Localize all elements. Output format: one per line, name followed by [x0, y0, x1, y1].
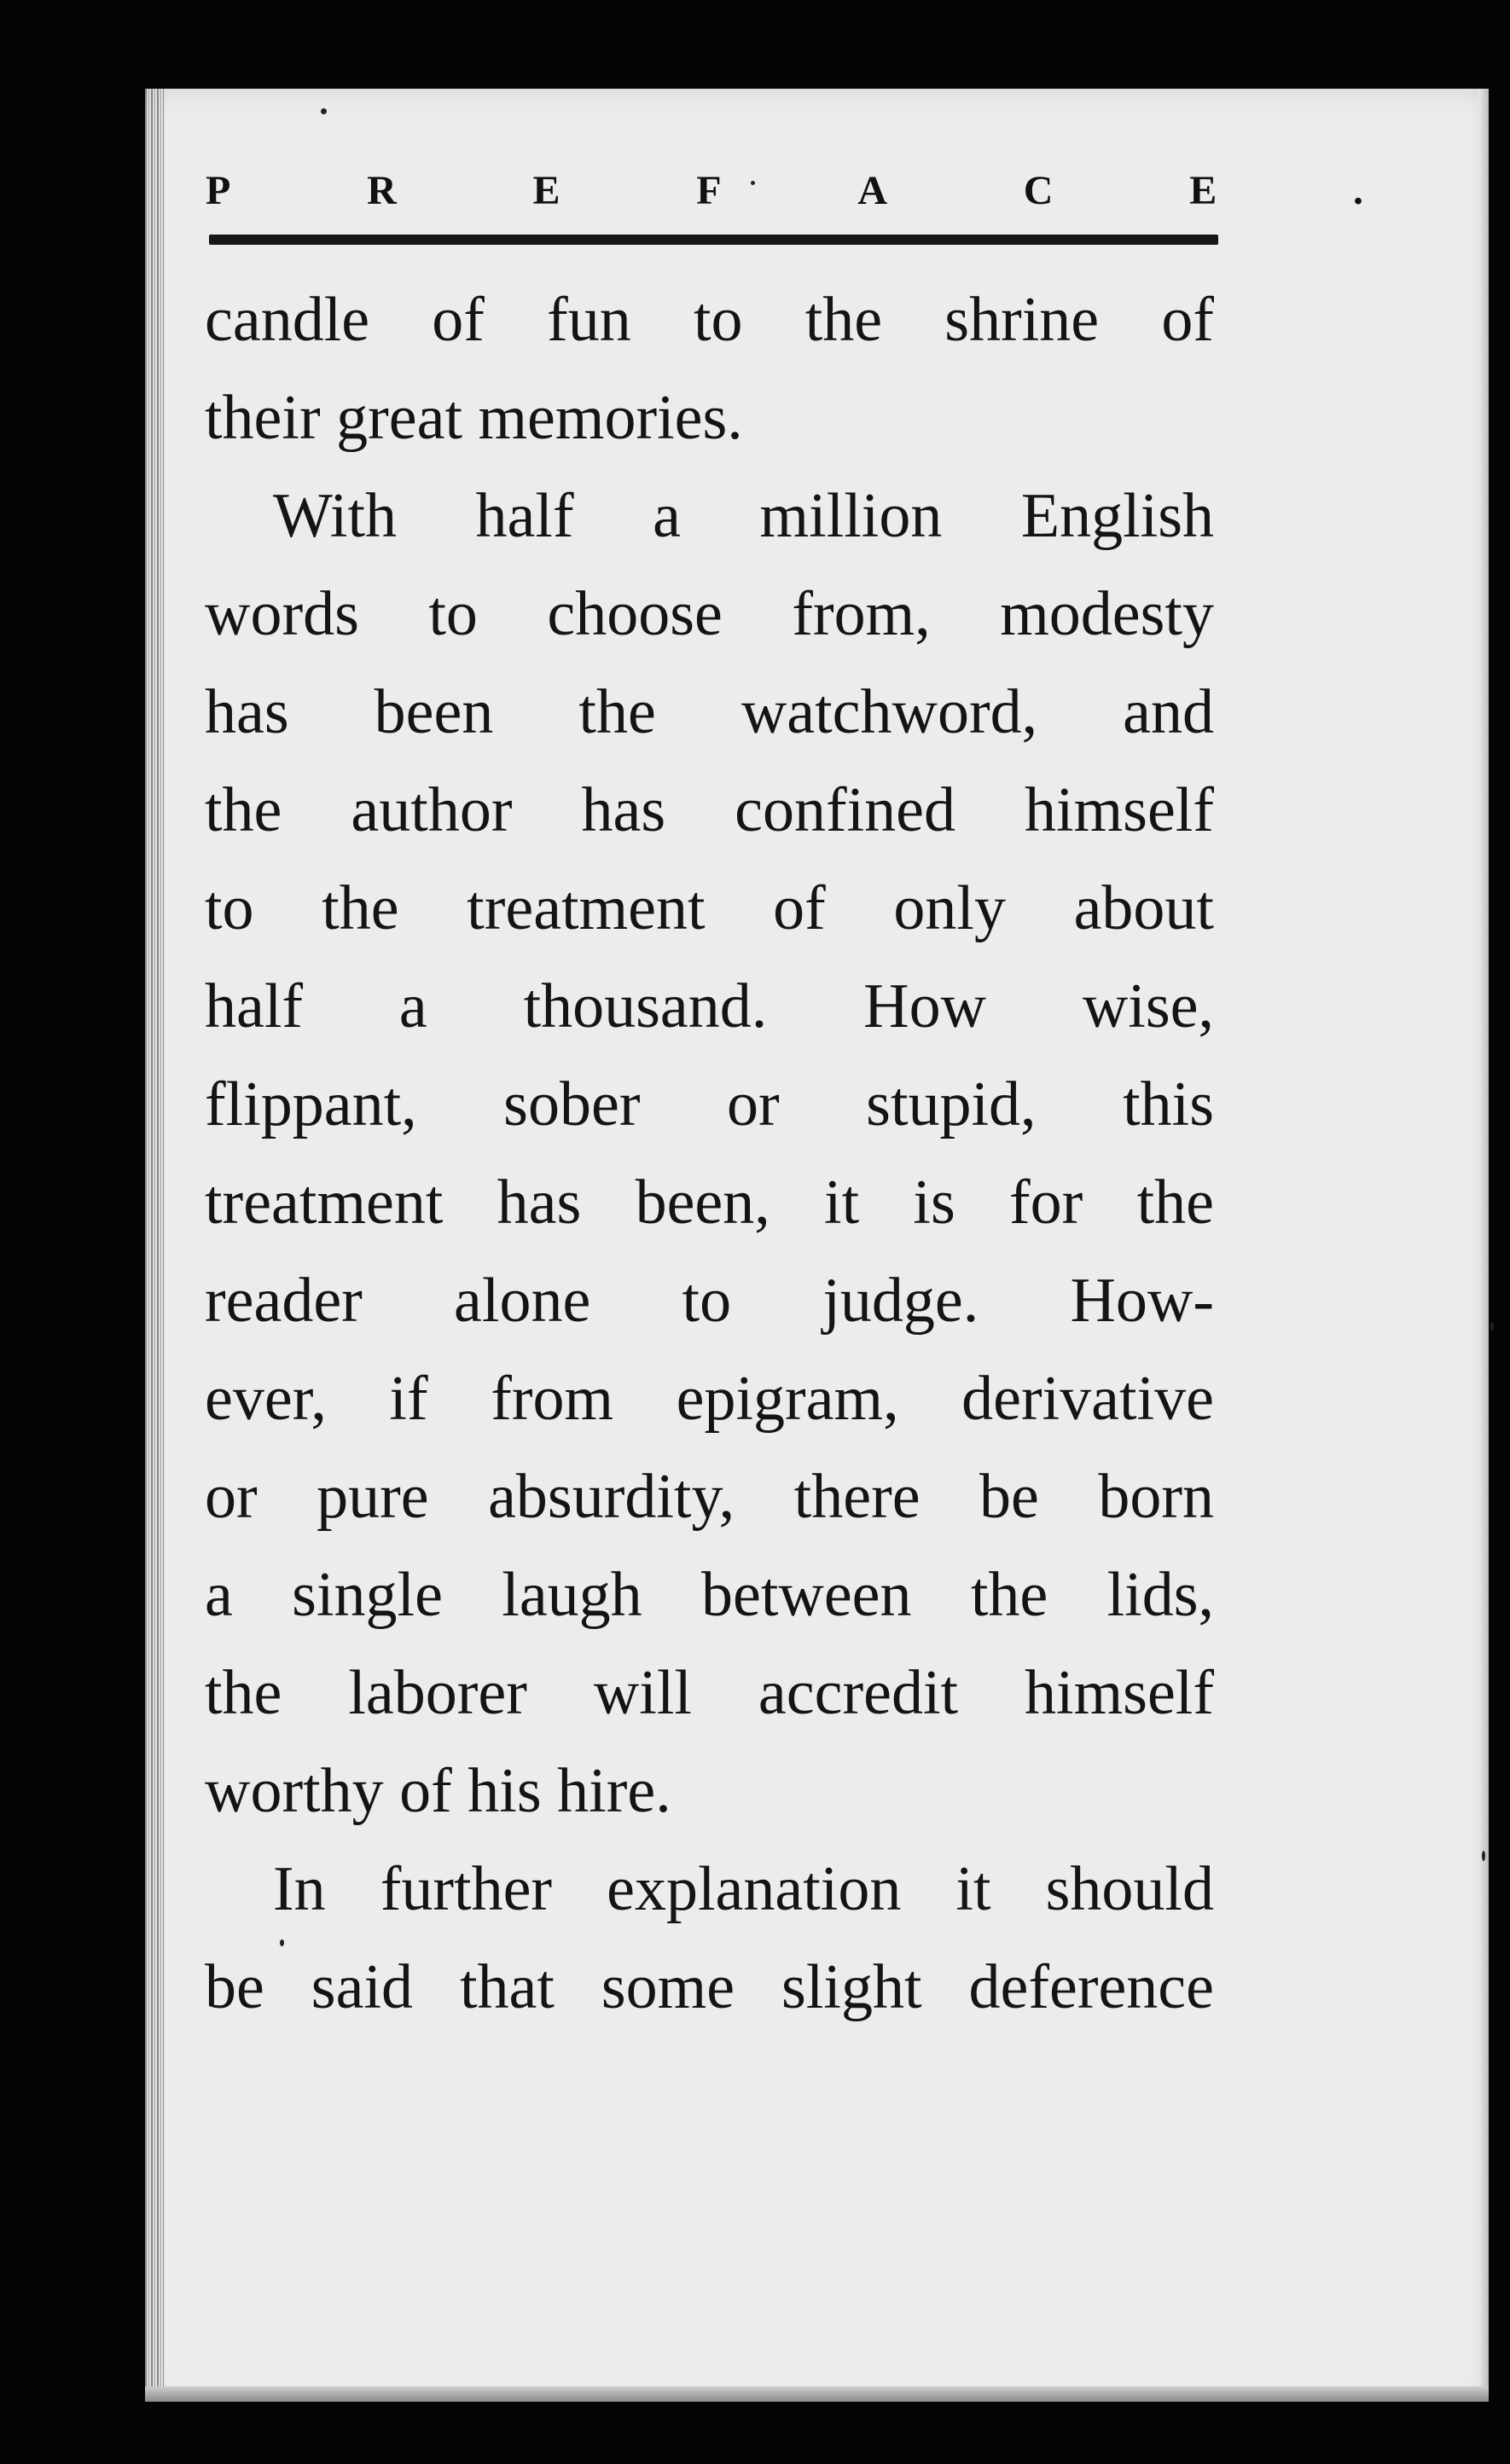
paragraph-3 [205, 1841, 1214, 2037]
header-letter: A [857, 168, 888, 213]
header-letter: C [1023, 168, 1054, 213]
text-line: reader alone to judge. How- [205, 1266, 1214, 1336]
text-line: candle of fun to the shrine of [205, 285, 1214, 355]
body-text [205, 271, 1214, 2037]
text-line: worthy of his hire. [205, 1756, 671, 1826]
text-line: their great memories. [205, 383, 743, 453]
text-line: be said that some slight deference [205, 1952, 1214, 2022]
text-line: a single laugh between the lids, [205, 1560, 1214, 1630]
header-letter: E [532, 168, 560, 213]
text-line: half a thousand. How wise, [205, 971, 1214, 1041]
header-letter: P [206, 168, 231, 213]
paragraph-2 [205, 467, 1214, 1841]
header-rule [209, 235, 1218, 245]
paragraph-1 [205, 271, 1214, 467]
header-letter: R [367, 168, 397, 213]
ink-speck [1490, 1322, 1494, 1331]
text-line: words to choose from, modesty [205, 579, 1214, 649]
ink-speck [280, 1939, 284, 1946]
text-line: to the treatment of only about [205, 873, 1214, 943]
text-line: or pure absurdity, there be born [205, 1462, 1214, 1532]
ink-speck [321, 108, 327, 114]
text-line: treatment has been, it is for the [205, 1168, 1214, 1238]
text-line: In further explanation it should [273, 1854, 1214, 1924]
text-line: the author has confined himself [205, 775, 1214, 845]
page-edge-left [145, 89, 164, 2402]
text-line: ever, if from epigram, derivative [205, 1364, 1214, 1434]
text-line: With half a million English [273, 481, 1214, 551]
ink-speck [751, 181, 755, 185]
header-letter: F [696, 168, 722, 213]
ink-speck [1482, 1851, 1485, 1861]
running-header [206, 167, 1363, 214]
header-letter: . [1352, 168, 1363, 213]
page-edge-right [1478, 89, 1489, 2402]
page-edge-bottom [145, 2386, 1489, 2402]
header-letter: E [1189, 168, 1217, 213]
text-line: has been the watchword, and [205, 677, 1214, 747]
text-line: flippant, sober or stupid, this [205, 1070, 1214, 1139]
text-line: the laborer will accredit himself [205, 1658, 1214, 1728]
